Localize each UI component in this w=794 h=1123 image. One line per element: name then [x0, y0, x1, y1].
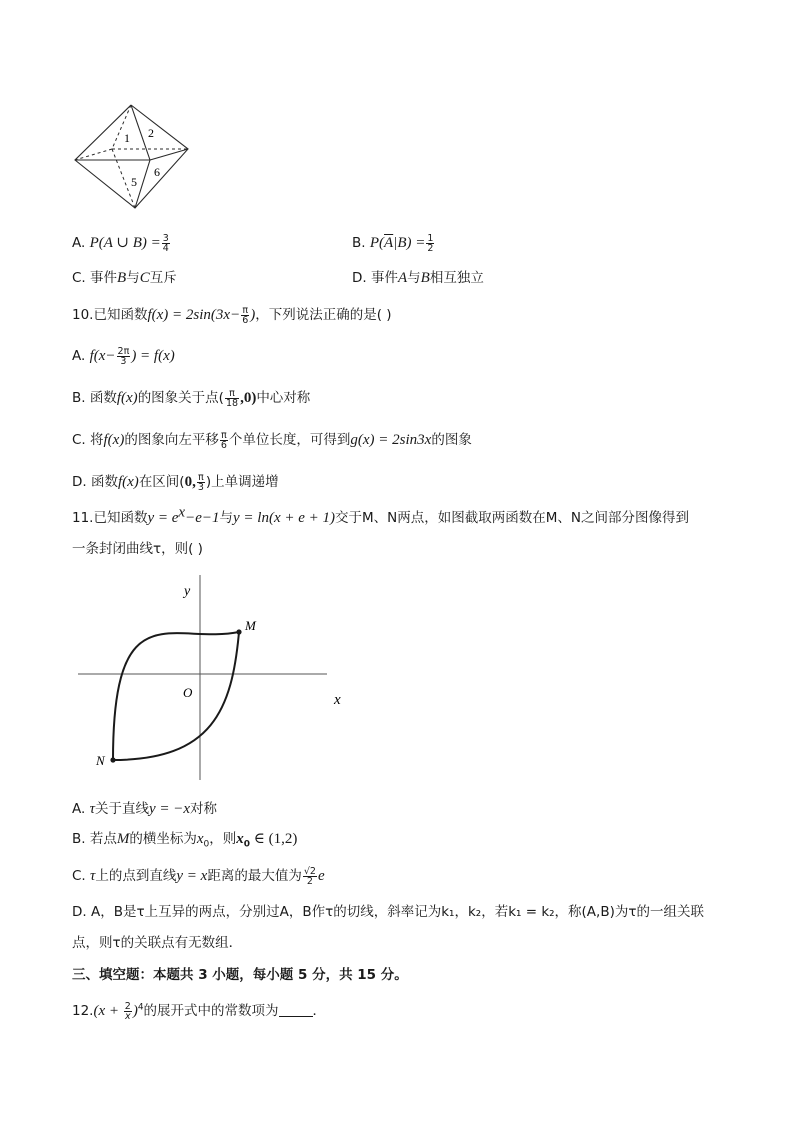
x-axis-label: x: [334, 692, 341, 708]
face-label-5: 5: [131, 175, 137, 189]
q9-option-d: D. 事件A与B相互独立: [352, 270, 484, 286]
q9-option-a: A. P(A ∪ B) = $\frac{3}{4}$: [72, 232, 169, 254]
q11-option-a: A. τ关于直线y = −x对称: [72, 801, 218, 817]
q9-option-b: B. $P(\overline{A}|B)$ = $\frac{1}{2}$: [352, 232, 434, 254]
q11-option-d-line1: D. A，B是τ上互异的两点，分别过A，B作τ的切线，斜率记为k₁，k₂，若k₁ = k₂，称(A,B)为τ的一组关联: [72, 904, 704, 920]
q11-graph: [72, 570, 362, 785]
q10-option-c: C. 将f(x)的图象向左平移 $\frac{\pi}{6}$ 个单位长度，可得到g(x) = 2sin3x的图象: [72, 429, 472, 451]
section-3-title: 三、填空题：本题共 3 小题，每小题 5 分，共 15 分。: [72, 967, 408, 983]
octahedron-figure: [70, 100, 195, 215]
point-n-label: N: [96, 753, 105, 768]
q11-stem-line2: 一条封闭曲线τ，则( ): [72, 541, 203, 557]
face-label-2: 2: [148, 126, 154, 140]
y-axis-label: y: [184, 584, 191, 599]
face-label-6: 6: [154, 165, 160, 179]
answer-blank[interactable]: [279, 1016, 313, 1017]
q10-option-b: B. 函数f(x)的图象关于点( $\frac{\pi}{18}$ ,0)中心对称: [72, 387, 311, 409]
point-m-label: M: [245, 618, 256, 633]
q11-option-b: B. 若点M的横坐标为$x_0$，则$x_0$ ∈ (1,2): [72, 831, 298, 850]
q9-option-c: C. 事件B与C互斥: [72, 270, 177, 286]
q10-stem: 10.已知函数f(x) = 2sin(3x− $\frac{\pi}{6}$ )，下列说法正确的是( ): [72, 304, 392, 326]
q11-option-c: C. τ上的点到直线y = x距离的最大值为 $\frac{√2}{2}$ e: [72, 865, 325, 887]
q11-stem-line1: 11.已知函数$y = e^x-e-1$与y = ln(x + e + 1)交于M、N两点，如图截取两函数在M、N之间部分图像得到: [72, 504, 689, 526]
q11-option-d-line2: 点，则τ的关联点有无数组．: [72, 935, 243, 951]
origin-label: O: [183, 685, 193, 700]
face-label-1: 1: [124, 131, 130, 145]
q12-stem: 12.(x + $\frac{2}{x}$ )$^4$的展开式中的常数项为 ．: [72, 1000, 327, 1022]
q10-option-d: D. 函数f(x)在区间(0, $\frac{\pi}{3}$ )上单调递增: [72, 471, 279, 493]
q10-option-a: A. f(x− $\frac{2\pi}{3}$ ) = f(x): [72, 345, 175, 367]
